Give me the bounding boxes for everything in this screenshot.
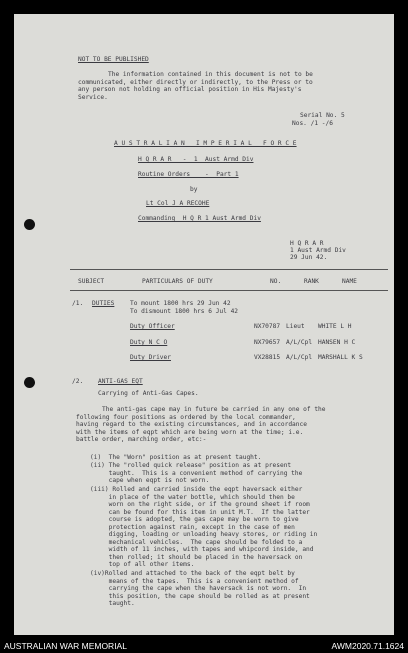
- paragraph-line: with the items of eqpt which are being worn at the time; i.e.: [76, 428, 304, 436]
- point-line: (i) The "Worn" position as at present taught.: [90, 454, 262, 461]
- column-particulars: PARTICULARS OF DUTY: [142, 278, 213, 285]
- duty-number: NX79657: [254, 339, 281, 346]
- point-line: worn on the right side, or if the ground sheet if room: [90, 501, 310, 508]
- point-line: width of 11 inches, with tapes and whipcord inside, and: [90, 546, 314, 553]
- officer-name: Lt Col J A RECOHE: [146, 200, 210, 207]
- date-line: 29 Jun 42.: [290, 254, 328, 261]
- place-line: H Q R A R: [290, 240, 324, 247]
- notice-line: communicated, either directly or indirectly, to the Press or to: [78, 78, 313, 86]
- duty-name: MARSHALL K S: [318, 354, 363, 361]
- document-page: [14, 14, 394, 635]
- archive-footer: [0, 637, 408, 653]
- force-title: A U S T R A L I A N I M P E R I A L F O R C E: [114, 140, 297, 147]
- column-rank: RANK: [304, 278, 319, 285]
- duty-name: WHITE L H: [318, 323, 352, 330]
- serial-number: Serial No. 5: [300, 112, 345, 119]
- duty-rank: Lieut: [286, 323, 305, 330]
- duty-title: Duty Officer: [130, 323, 175, 330]
- archive-id: AWM2020.71.1624: [331, 641, 404, 651]
- point-line: course is adopted, the gas cape may be worn to give: [90, 516, 299, 523]
- point-line: can be found for this item in unit M.T. If the latter: [90, 508, 310, 516]
- column-name: NAME: [342, 278, 357, 285]
- item-subject: ANTI-GAS EQT: [98, 378, 143, 385]
- point-line: cape when eqpt is not worn.: [90, 477, 210, 484]
- item-number: /1.: [72, 300, 84, 307]
- paragraph-line: battle order, marching order, etc:-: [76, 436, 207, 443]
- paragraph-line: The anti-gas cape may in future be carried in any one of the: [102, 406, 326, 413]
- duty-title: Duty N C O: [130, 339, 168, 346]
- hq-title: H Q R A R - 1 Aust Armd Div: [138, 156, 254, 163]
- command-line: Commanding H Q R 1 Aust Armd Div: [138, 215, 261, 222]
- order-numbers: Nos. /1 -/6: [292, 120, 333, 127]
- duty-rank: A/L/Cpl: [286, 354, 313, 361]
- point-line: then rolled; it should be placed in the haversack on: [90, 553, 303, 561]
- point-line: in place of the water bottle, which should then be: [90, 493, 295, 501]
- notice-line: The information contained in this document is not to be: [108, 71, 313, 78]
- duty-title: Duty Driver: [130, 354, 171, 361]
- routine-orders-title: Routine Orders - Part 1: [138, 171, 239, 178]
- paragraph-line: having regard to the existing circumstances, and in accordance: [76, 421, 307, 428]
- item-number: /2.: [72, 378, 84, 385]
- item-subject: DUTIES: [92, 300, 115, 307]
- section-heading: Carrying of Anti-Gas Capes.: [98, 390, 199, 397]
- mount-time: To mount 1800 hrs 29 Jun 42: [130, 300, 231, 307]
- point-line: taught.: [90, 600, 135, 607]
- point-line: digging, loading or unloading heavy stores, or riding in: [90, 531, 318, 538]
- duty-rank: A/L/Cpl: [286, 339, 313, 346]
- dismount-time: To dismount 1800 hrs 6 Jul 42: [130, 308, 239, 315]
- column-no: NO.: [270, 278, 282, 285]
- point-line: this position, the cape should be rolled as at present: [90, 592, 310, 600]
- point-line: carrying the cape when the haversack is not worn. In: [90, 585, 307, 592]
- place-line: 1 Aust Armd Div: [290, 247, 346, 254]
- point-line: mechanical vehicles. The cape should be folded to a: [90, 538, 303, 546]
- divider: [70, 269, 388, 270]
- by-label: by: [190, 186, 198, 193]
- punch-hole: [24, 219, 35, 230]
- point-line: means of the tapes. This is a convenient method of: [90, 577, 299, 585]
- duty-number: NX70787: [254, 323, 281, 330]
- duty-number: VX28815: [254, 354, 281, 361]
- point-line: (iv)Rolled and attached to the back of the eqpt belt by: [90, 570, 295, 577]
- column-subject: SUBJECT: [78, 278, 105, 285]
- point-line: top of all other items.: [90, 561, 195, 568]
- duty-name: HANSEN H C: [318, 339, 356, 346]
- point-line: protection against rain, except in the case of men: [90, 523, 295, 531]
- notice-line: Service.: [78, 93, 108, 101]
- divider: [70, 290, 388, 291]
- archive-source: AUSTRALIAN WAR MEMORIAL: [4, 641, 127, 651]
- punch-hole: [24, 377, 35, 388]
- point-line: (iii) Rolled and carried inside the eqpt haversack either: [90, 486, 303, 493]
- notice-line: any person not holding an official position in His Majesty's: [78, 86, 302, 93]
- restriction-label: NOT TO BE PUBLISHED: [78, 56, 149, 63]
- point-line: taught. This is a convenient method of carrying the: [90, 469, 303, 477]
- point-line: (ii) The "rolled quick release" position as at present: [90, 462, 292, 469]
- paragraph-line: following four positions as ordered by the local commander,: [76, 413, 296, 421]
